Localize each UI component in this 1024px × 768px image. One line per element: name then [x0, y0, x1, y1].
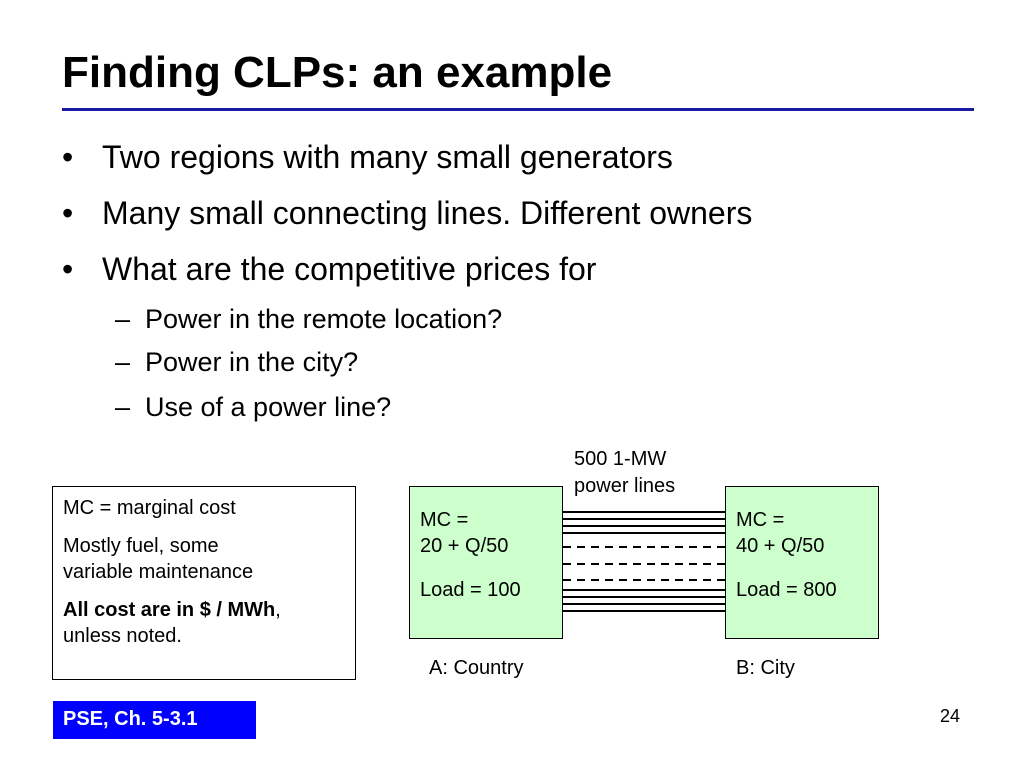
- sub-bullet-marker: –: [115, 392, 131, 422]
- sub-bullet-text: Use of a power line?: [145, 392, 392, 422]
- note-line-units: [63, 597, 345, 649]
- bullet-text: What are the competitive prices for: [102, 251, 597, 287]
- region-b-mc-label: MC =: [736, 509, 785, 531]
- sub-bullet-text: Power in the remote location?: [145, 304, 503, 334]
- note-units-tail: unless noted.: [63, 625, 182, 647]
- bullet-marker: •: [62, 195, 74, 231]
- note-box: [52, 486, 356, 680]
- region-a-caption: A: Country: [429, 657, 524, 679]
- region-b-mc-formula: 40 + Q/50: [736, 535, 825, 557]
- region-a-mc-formula: 20 + Q/50: [420, 535, 509, 557]
- note-line-fuel: [63, 533, 345, 585]
- sub-bullet-text: Power in the city?: [145, 347, 359, 377]
- note-line-mc: MC = marginal cost: [63, 497, 236, 519]
- lines-label-desc: power lines: [574, 475, 676, 497]
- region-a-mc: [420, 507, 552, 559]
- note-line-fuel-a: Mostly fuel, some: [63, 535, 219, 557]
- power-lines-bundle: [563, 500, 725, 630]
- title-divider: [62, 108, 974, 111]
- region-a-mc-label: MC =: [420, 509, 469, 531]
- note-units-bold: All cost are in $ / MWh: [63, 599, 276, 621]
- region-a-box: [409, 486, 563, 639]
- note-line-fuel-b: variable maintenance: [63, 561, 254, 583]
- citation-badge: PSE, Ch. 5-3.1: [53, 701, 256, 739]
- region-a-load: Load = 100: [420, 579, 521, 601]
- slide-title: Finding CLPs: an example: [62, 48, 613, 97]
- page-number: 24: [940, 706, 961, 726]
- sub-bullet-marker: –: [115, 304, 131, 334]
- region-b-mc: [736, 507, 868, 559]
- note-units-comma: ,: [275, 599, 281, 621]
- lines-label: [574, 446, 675, 500]
- bullet-text: Many small connecting lines. Different owners: [102, 195, 753, 231]
- region-b-box: [725, 486, 879, 639]
- bullet-marker: •: [62, 251, 74, 287]
- region-b-caption: B: City: [736, 657, 795, 679]
- bullet-text: Two regions with many small generators: [102, 139, 673, 175]
- region-b-load: Load = 800: [736, 579, 837, 601]
- bullet-marker: •: [62, 139, 74, 175]
- sub-bullet-marker: –: [115, 347, 131, 377]
- lines-label-count: 500 1-MW: [574, 448, 667, 470]
